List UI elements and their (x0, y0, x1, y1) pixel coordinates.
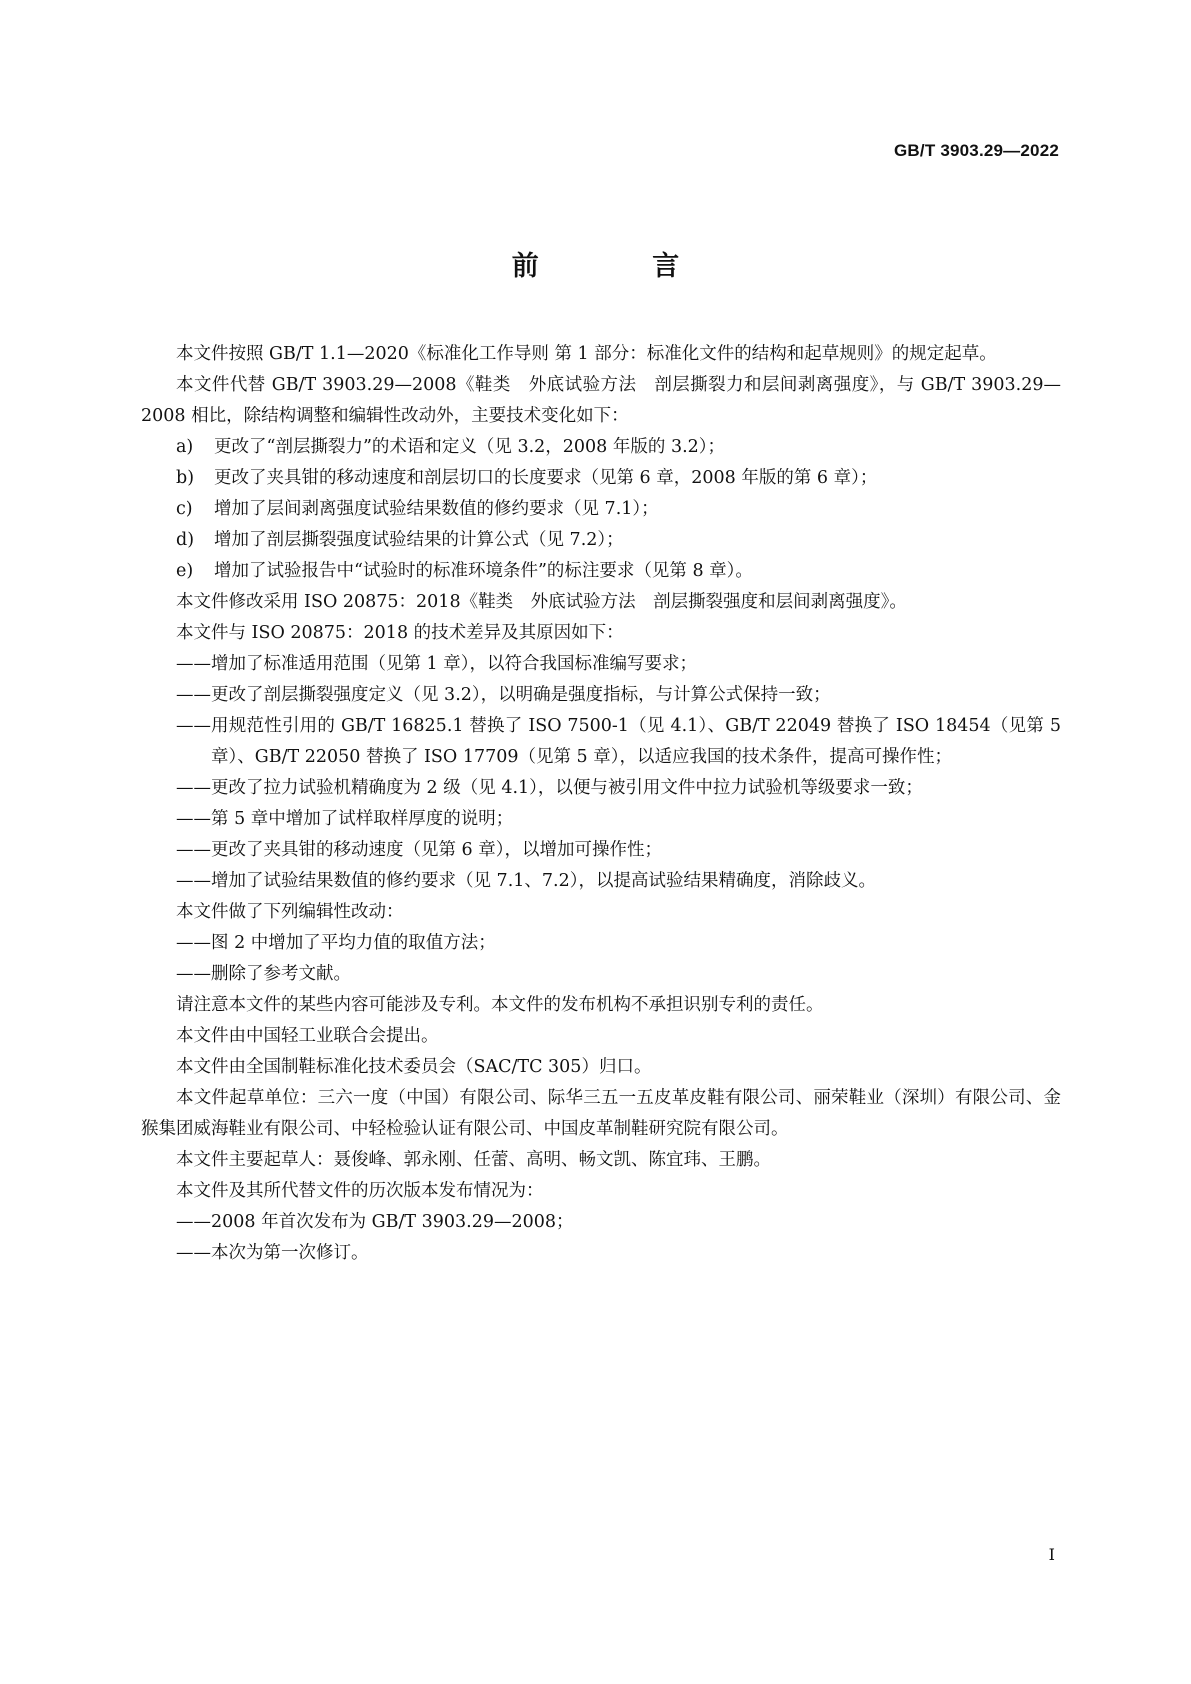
list-marker: a) (176, 437, 194, 457)
list-item-text: 图 2 中增加了平均力值的取值方法； (211, 933, 496, 953)
list-marker: —— (176, 1212, 211, 1232)
tech-differences-list (141, 649, 1061, 897)
paragraph-history: 本文件及其所代替文件的历次版本发布情况为： (176, 1181, 544, 1201)
standard-code: GB/T 3903.29—2022 (894, 141, 1059, 160)
page-number: I (1048, 1545, 1055, 1564)
list-item (141, 773, 1061, 804)
list-marker: —— (176, 871, 211, 891)
list-marker: —— (176, 840, 211, 860)
list-item-text: 2008 年首次发布为 GB/T 3903.29—2008； (211, 1212, 574, 1232)
list-item (141, 804, 1061, 835)
list-item (141, 463, 1061, 494)
paragraph-tech-differences: 本文件与 ISO 20875：2018 的技术差异及其原因如下： (176, 623, 624, 643)
list-item-text: 本次为第一次修订。 (211, 1243, 369, 1263)
list-item (141, 711, 1061, 773)
list-item-text: 删除了参考文献。 (211, 964, 351, 984)
list-marker: —— (176, 716, 211, 736)
list-marker: —— (176, 778, 211, 798)
paragraph-replaces: 本文件代替 GB/T 3903.29—2008《鞋类 外底试验方法 剖层撕裂力和层间剥离强度》，与 GB/T 3903.29—2008 相比，除结构调整和编辑性改动外，主要技术变化如下： (141, 375, 1061, 426)
paragraph-drafting-units: 本文件起草单位：三六一度（中国）有限公司、际华三五一五皮革皮鞋有限公司、丽荣鞋业（深圳）有限公司、金猴集团威海鞋业有限公司、中轻检验认证有限公司、中国皮革制鞋研究院有限公司。 (141, 1088, 1061, 1139)
list-item (141, 525, 1061, 556)
list-item-text: 增加了剖层撕裂强度试验结果的计算公式（见 7.2）； (214, 530, 624, 550)
paragraph-proposed-by: 本文件由中国轻工业联合会提出。 (176, 1026, 439, 1046)
page-title: 前 言 (511, 251, 732, 282)
list-item (141, 835, 1061, 866)
paragraph-adoption: 本文件修改采用 ISO 20875：2018《鞋类 外底试验方法 剖层撕裂强度和层间剥离强度》。 (176, 592, 907, 612)
list-item (141, 928, 1061, 959)
list-item (141, 959, 1061, 990)
changes-list (141, 432, 1061, 587)
list-item-text: 第 5 章中增加了试样取样厚度的说明； (211, 809, 514, 829)
list-item (141, 680, 1061, 711)
list-item-text: 用规范性引用的 GB/T 16825.1 替换了 ISO 7500-1（见 4.1）、GB/T 22049 替换了 ISO 18454（见第 5 章）、GB/T 22050 替换了 ISO 17709（见第 5 章），以适应我国的技术条件，提高可操作性； (211, 716, 1061, 767)
history-list (141, 1207, 1061, 1269)
list-marker: —— (176, 1243, 211, 1263)
paragraph-drafters: 本文件主要起草人：聂俊峰、郭永刚、任蕾、高明、畅文凯、陈宜玮、王鹏。 (176, 1150, 771, 1170)
list-item-text: 更改了“剖层撕裂力”的术语和定义（见 3.2，2008 年版的 3.2）； (214, 437, 726, 457)
list-marker: —— (176, 654, 211, 674)
list-item (141, 494, 1061, 525)
list-marker: c) (176, 499, 193, 519)
editorial-changes-list (141, 928, 1061, 990)
list-item (141, 1238, 1061, 1269)
list-marker: —— (176, 964, 211, 984)
list-item (141, 649, 1061, 680)
paragraph-centralized-by: 本文件由全国制鞋标准化技术委员会（SAC/TC 305）归口。 (176, 1057, 652, 1077)
list-item-text: 增加了试验结果数值的修约要求（见 7.1、7.2），以提高试验结果精确度，消除歧义。 (211, 871, 876, 891)
list-item (141, 866, 1061, 897)
list-marker: —— (176, 809, 211, 829)
list-item (141, 1207, 1061, 1238)
list-marker: e) (176, 561, 194, 581)
list-item-text: 更改了夹具钳的移动速度和剖层切口的长度要求（见第 6 章，2008 年版的第 6 章）； (214, 468, 878, 488)
list-item-text: 更改了夹具钳的移动速度（见第 6 章），以增加可操作性； (211, 840, 663, 860)
list-item (141, 432, 1061, 463)
list-marker: b) (176, 468, 195, 488)
paragraph-editorial: 本文件做了下列编辑性改动： (176, 902, 404, 922)
paragraph-patent: 请注意本文件的某些内容可能涉及专利。本文件的发布机构不承担识别专利的责任。 (176, 995, 824, 1015)
list-item-text: 增加了层间剥离强度试验结果数值的修约要求（见 7.1）； (214, 499, 659, 519)
list-marker: d) (176, 530, 195, 550)
list-item-text: 更改了剖层撕裂强度定义（见 3.2），以明确是强度指标，与计算公式保持一致； (211, 685, 831, 705)
list-marker: —— (176, 685, 211, 705)
list-marker: —— (176, 933, 211, 953)
document-body (141, 339, 1061, 1269)
list-item (141, 556, 1061, 587)
list-item-text: 增加了试验报告中“试验时的标准环境条件”的标注要求（见第 8 章）。 (214, 561, 753, 581)
list-item-text: 更改了拉力试验机精确度为 2 级（见 4.1），以便与被引用文件中拉力试验机等级要求一致； (211, 778, 923, 798)
list-item-text: 增加了标准适用范围（见第 1 章），以符合我国标准编写要求； (211, 654, 698, 674)
paragraph-drafting-rule: 本文件按照 GB/T 1.1—2020《标准化工作导则 第 1 部分：标准化文件的结构和起草规则》的规定起草。 (176, 344, 997, 364)
